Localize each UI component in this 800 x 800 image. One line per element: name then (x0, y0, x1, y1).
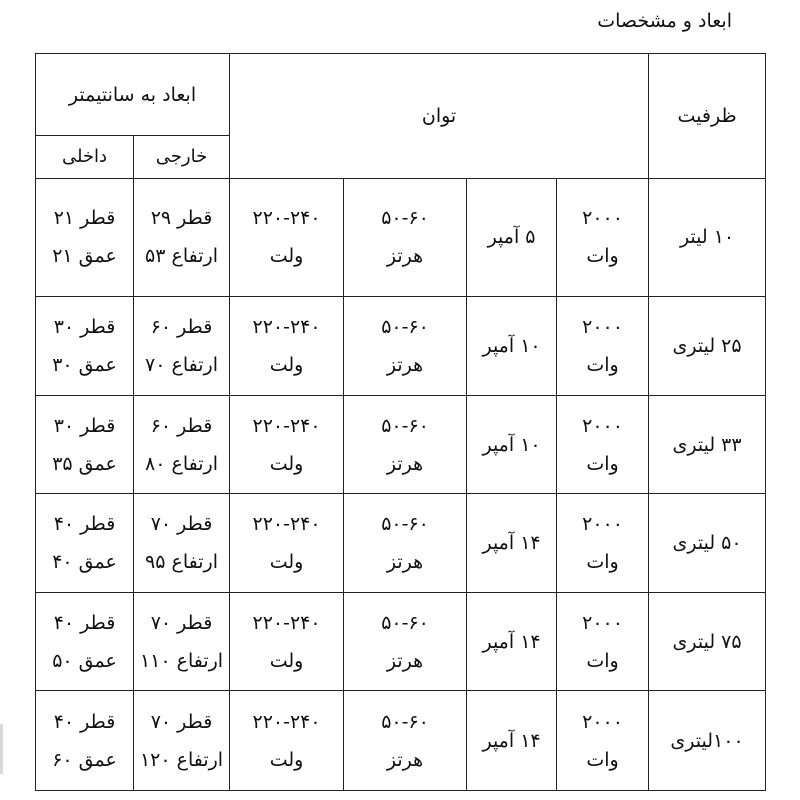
volt-line-2: ولت (269, 551, 304, 574)
hz-line-1: ۵۰-۶۰ (381, 710, 429, 733)
external-line-2: ارتفاع ۷۰ (145, 354, 218, 377)
volt-cell (230, 395, 344, 494)
table-row (36, 395, 766, 494)
capacity-cell: ۳۳ لیتری (649, 395, 766, 494)
watt-cell (557, 592, 649, 691)
watt-line-2: وات (586, 649, 619, 672)
volt-cell (230, 691, 344, 791)
hz-cell (344, 494, 467, 593)
internal-line-1: قطر ۴۰ (53, 710, 116, 733)
external-line-1: قطر ۶۰ (150, 414, 213, 437)
hz-cell (344, 592, 467, 691)
header-row (36, 54, 766, 136)
amp-cell: ۱۰ آمپر (467, 297, 557, 396)
volt-line-2: ولت (269, 354, 304, 377)
table-row (36, 691, 766, 791)
watt-cell (557, 691, 649, 791)
specs-table (35, 53, 766, 791)
internal-line-2: عمق ۳۰ (52, 354, 117, 377)
external-line-2: ارتفاع ۸۰ (145, 452, 218, 475)
watt-line-1: ۲۰۰۰ (582, 414, 623, 437)
internal-line-1: قطر ۲۱ (53, 207, 116, 230)
volt-line-1: ۲۲۰-۲۴۰ (252, 513, 321, 536)
volt-cell (230, 297, 344, 396)
watt-cell (557, 395, 649, 494)
hz-cell (344, 178, 467, 297)
hz-cell (344, 297, 467, 396)
external-cell (134, 178, 230, 297)
table-caption: ابعاد و مشخصات (597, 10, 732, 32)
volt-cell (230, 592, 344, 691)
amp-cell: ۱۴ آمپر (467, 494, 557, 593)
header-capacity: ظرفیت (649, 54, 766, 179)
volt-line-1: ۲۲۰-۲۴۰ (252, 710, 321, 733)
internal-line-1: قطر ۴۰ (53, 611, 116, 634)
watt-line-2: وات (586, 245, 619, 268)
capacity-cell: ۵۰ لیتری (649, 494, 766, 593)
volt-line-1: ۲۲۰-۲۴۰ (252, 316, 321, 339)
volt-line-2: ولت (269, 452, 304, 475)
watt-line-2: وات (586, 748, 619, 771)
header-internal: داخلی (36, 136, 134, 178)
external-cell (134, 297, 230, 396)
watt-line-1: ۲۰۰۰ (582, 710, 623, 733)
watt-line-1: ۲۰۰۰ (582, 513, 623, 536)
hz-line-2: هرتز (386, 452, 424, 475)
hz-cell (344, 395, 467, 494)
internal-line-2: عمق ۲۱ (52, 245, 117, 268)
watt-cell (557, 178, 649, 297)
volt-cell (230, 178, 344, 297)
header-power: توان (230, 54, 649, 179)
internal-line-1: قطر ۳۰ (53, 316, 116, 339)
volt-line-2: ولت (269, 649, 304, 672)
amp-cell: ۵ آمپر (467, 178, 557, 297)
hz-line-1: ۵۰-۶۰ (381, 414, 429, 437)
internal-line-1: قطر ۳۰ (53, 414, 116, 437)
table-row (36, 494, 766, 593)
hz-line-1: ۵۰-۶۰ (381, 207, 429, 230)
hz-line-1: ۵۰-۶۰ (381, 316, 429, 339)
internal-line-1: قطر ۴۰ (53, 513, 116, 536)
capacity-cell: ۱۰ لیتر (649, 178, 766, 297)
internal-cell (36, 592, 134, 691)
external-line-2: ارتفاع ۵۳ (145, 245, 218, 268)
capacity-cell: ۱۰۰لیتری (649, 691, 766, 791)
watt-line-2: وات (586, 354, 619, 377)
watt-cell (557, 297, 649, 396)
volt-line-2: ولت (269, 245, 304, 268)
amp-cell: ۱۴ آمپر (467, 691, 557, 791)
volt-line-2: ولت (269, 748, 304, 771)
hz-line-2: هرتز (386, 245, 424, 268)
external-line-1: قطر ۷۰ (150, 513, 213, 536)
hz-line-1: ۵۰-۶۰ (381, 611, 429, 634)
table-row (36, 592, 766, 691)
amp-cell: ۱۴ آمپر (467, 592, 557, 691)
hz-line-1: ۵۰-۶۰ (381, 513, 429, 536)
volt-line-1: ۲۲۰-۲۴۰ (252, 611, 321, 634)
external-line-1: قطر ۷۰ (150, 611, 213, 634)
watt-cell (557, 494, 649, 593)
external-cell (134, 691, 230, 791)
external-cell (134, 395, 230, 494)
external-line-1: قطر ۲۹ (150, 207, 213, 230)
internal-cell (36, 395, 134, 494)
watt-line-2: وات (586, 452, 619, 475)
external-line-2: ارتفاع ۱۲۰ (139, 748, 224, 771)
volt-line-1: ۲۲۰-۲۴۰ (252, 207, 321, 230)
table-row (36, 297, 766, 396)
watt-line-1: ۲۰۰۰ (582, 611, 623, 634)
external-line-2: ارتفاع ۱۱۰ (139, 649, 224, 672)
external-cell (134, 494, 230, 593)
capacity-cell: ۲۵ لیتری (649, 297, 766, 396)
header-external: خارجی (134, 136, 230, 178)
external-cell (134, 592, 230, 691)
amp-cell: ۱۰ آمپر (467, 395, 557, 494)
hz-line-2: هرتز (386, 748, 424, 771)
internal-line-2: عمق ۴۰ (52, 551, 117, 574)
hz-cell (344, 691, 467, 791)
internal-line-2: عمق ۶۰ (52, 748, 117, 771)
external-line-1: قطر ۷۰ (150, 710, 213, 733)
external-line-2: ارتفاع ۹۵ (145, 551, 218, 574)
table-row (36, 178, 766, 297)
hz-line-2: هرتز (386, 649, 424, 672)
watt-line-1: ۲۰۰۰ (582, 316, 623, 339)
volt-line-1: ۲۲۰-۲۴۰ (252, 414, 321, 437)
internal-line-2: عمق ۵۰ (52, 649, 117, 672)
internal-cell (36, 178, 134, 297)
internal-cell (36, 297, 134, 396)
edge-mark (0, 724, 3, 774)
external-line-1: قطر ۶۰ (150, 316, 213, 339)
internal-cell (36, 494, 134, 593)
volt-cell (230, 494, 344, 593)
hz-line-2: هرتز (386, 354, 424, 377)
hz-line-2: هرتز (386, 551, 424, 574)
internal-cell (36, 691, 134, 791)
capacity-cell: ۷۵ لیتری (649, 592, 766, 691)
header-dimensions: ابعاد به سانتیمتر (36, 54, 230, 136)
watt-line-2: وات (586, 551, 619, 574)
watt-line-1: ۲۰۰۰ (582, 207, 623, 230)
internal-line-2: عمق ۳۵ (52, 452, 117, 475)
